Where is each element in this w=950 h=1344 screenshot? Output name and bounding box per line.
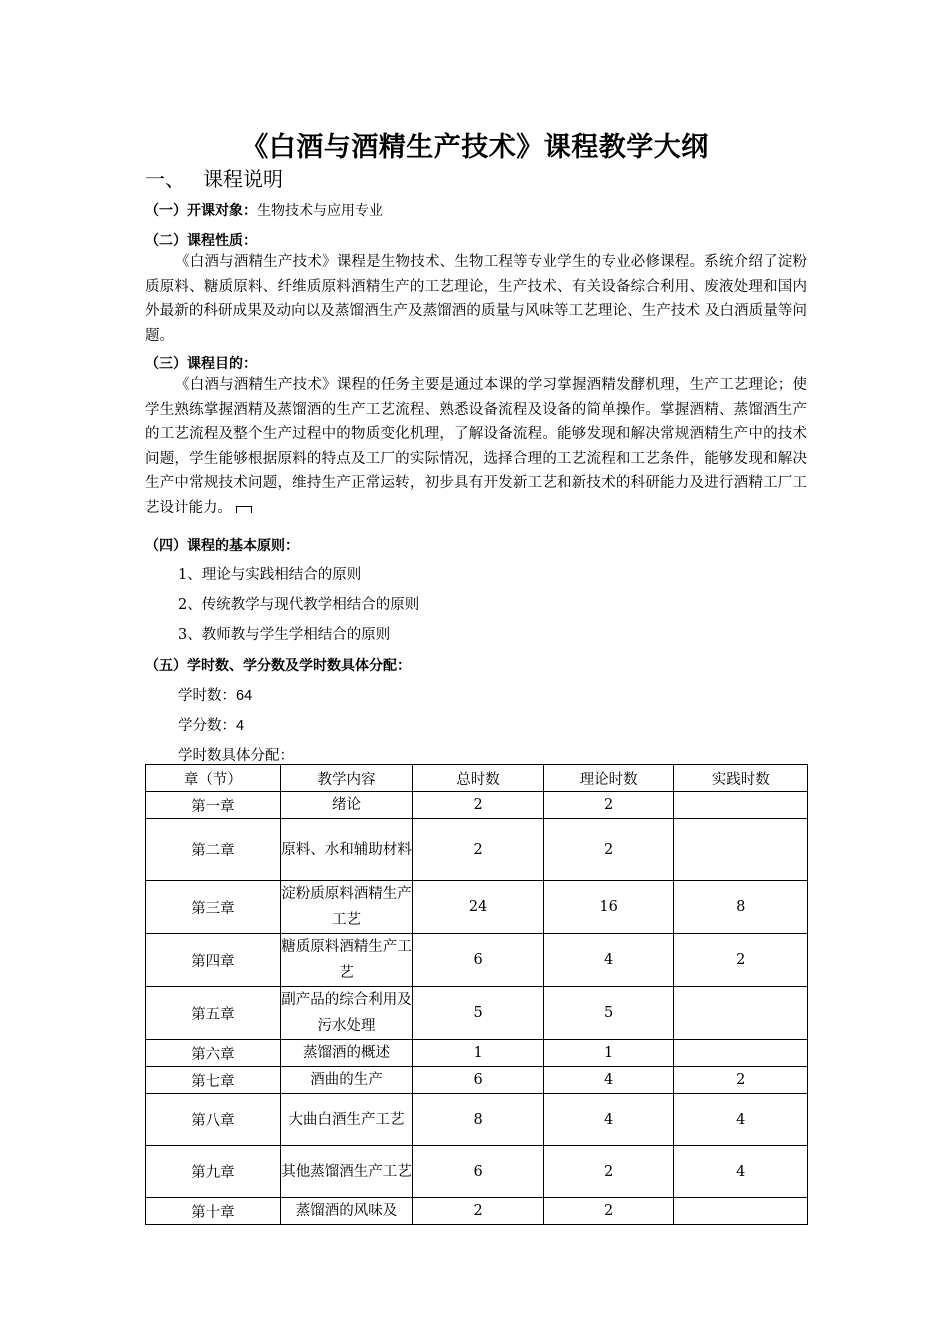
nature-paragraph: 《白酒与酒精生产技术》课程是生物技术、生物工程等专业学生的专业必修课程。系统介绍了淀粉质原料、糖质原料、纤维质原料酒精生产的工艺理论，生产技术、有关设备综合利用、废液处理和国内外最新的科研成果及动向以及蒸馏酒生产及蒸馏酒的质量与风味等工艺理论、生产技术 及白酒质量等问题。 [145, 254, 807, 344]
practice-cell [674, 1040, 808, 1067]
header-chapter: 章（节） [146, 765, 281, 792]
table-row [146, 1040, 808, 1067]
total-cell: 2 [413, 819, 544, 881]
theory-cell: 2 [543, 819, 674, 881]
chapter-cell: 第三章 [146, 881, 281, 934]
table-row [146, 1146, 808, 1198]
theory-cell: 4 [543, 1067, 674, 1094]
credits-label: 学分数： [178, 718, 236, 734]
table-row [146, 819, 808, 881]
goal-text: 《白酒与酒精生产技术》课程的任务主要是通过本课的学习掌握酒精发酵机理，生产工艺理论；使学生熟练掌握酒精及蒸馏酒的生产工艺流程、熟悉设备流程及设备的简单操作。掌握酒精、蒸馏酒生产的工艺流程及整个生产过程中的物质变化机理，了解设备流程。能够发现和解决常规酒精生产中的技术问题，学生能够根据原料的特点及工厂的实际情况，选择合理的工艺流程和工艺条件，能够发现和解决生产中常规技术问题，维持生产正常运转，初步具有开发新工艺和新技术的科研能力及进行酒精工厂工艺设计能力。 [145, 377, 807, 516]
theory-cell: 16 [543, 881, 674, 934]
chapter-cell: 第八章 [146, 1094, 281, 1146]
content-cell: 蒸馏酒的概述 [280, 1040, 413, 1067]
content-cell: 淀粉质原料酒精生产工艺 [280, 881, 413, 934]
subsection-target [145, 200, 383, 220]
credits-line [178, 714, 244, 735]
practice-cell: 8 [674, 881, 808, 934]
header-theory: 理论时数 [543, 765, 674, 792]
chapter-cell: 第五章 [146, 987, 281, 1040]
goal-paragraph [145, 373, 807, 520]
theory-cell: 1 [543, 1040, 674, 1067]
total-cell: 2 [413, 792, 544, 819]
theory-cell: 2 [543, 1146, 674, 1198]
practice-cell [674, 792, 808, 819]
theory-cell: 4 [543, 1094, 674, 1146]
total-cell: 6 [413, 934, 544, 987]
subsection-label: （一）开课对象： [145, 203, 257, 219]
content-cell: 糖质原料酒精生产工艺 [280, 934, 413, 987]
content-cell: 大曲白酒生产工艺 [280, 1094, 413, 1146]
hours-value: 64 [236, 688, 253, 704]
document-title: 《白酒与酒精生产技术》课程教学大纲 [241, 132, 709, 163]
table-row [146, 1067, 808, 1094]
hours-label: 学时数： [178, 688, 236, 704]
total-cell: 6 [413, 1146, 544, 1198]
chapter-cell: 第九章 [146, 1146, 281, 1198]
table-row [146, 881, 808, 934]
header-total: 总时数 [413, 765, 544, 792]
header-practice: 实践时数 [674, 765, 808, 792]
table-row [146, 792, 808, 819]
subsection-goal-label: （三）课程目的： [145, 356, 257, 372]
subsection-hours-label: （五）学时数、学分数及学时数具体分配： [145, 658, 411, 674]
principle-item: 2、传统教学与现代教学相结合的原则 [178, 597, 420, 613]
chapter-cell: 第七章 [146, 1067, 281, 1094]
theory-cell: 2 [543, 1198, 674, 1225]
table-header-row [146, 765, 808, 792]
principle-item: 1、理论与实践相结合的原则 [178, 567, 362, 583]
chapter-cell: 第一章 [146, 792, 281, 819]
table-row [146, 987, 808, 1040]
chapter-cell: 第四章 [146, 934, 281, 987]
content-cell: 酒曲的生产 [280, 1067, 413, 1094]
practice-cell: 2 [674, 1067, 808, 1094]
total-cell: 8 [413, 1094, 544, 1146]
total-cell: 6 [413, 1067, 544, 1094]
total-cell: 24 [413, 881, 544, 934]
total-cell: 2 [413, 1198, 544, 1225]
section-label: 课程说明 [203, 167, 283, 191]
total-cell: 1 [413, 1040, 544, 1067]
table-row [146, 1094, 808, 1146]
content-cell: 其他蒸馏酒生产工艺 [280, 1146, 413, 1198]
theory-cell: 4 [543, 934, 674, 987]
table-row [146, 934, 808, 987]
practice-cell [674, 987, 808, 1040]
section-heading [145, 163, 283, 192]
subsection-value: 生物技术与应用专业 [257, 203, 383, 219]
total-cell: 5 [413, 987, 544, 1040]
content-cell: 副产品的综合利用及污水处理 [280, 987, 413, 1040]
theory-cell: 5 [543, 987, 674, 1040]
hours-table [145, 764, 808, 1225]
subsection-principles-label: （四）课程的基本原则： [145, 538, 299, 554]
chapter-cell: 第二章 [146, 819, 281, 881]
practice-cell: 2 [674, 934, 808, 987]
distribution-label: 学时数具体分配： [178, 748, 294, 764]
practice-cell [674, 1198, 808, 1225]
credits-value: 4 [236, 718, 245, 734]
hours-line [178, 684, 252, 705]
content-cell: 蒸馏酒的风味及 [280, 1198, 413, 1225]
paragraph-mark-icon [236, 506, 252, 513]
table-row [146, 1198, 808, 1225]
chapter-cell: 第六章 [146, 1040, 281, 1067]
header-content: 教学内容 [280, 765, 413, 792]
theory-cell: 2 [543, 792, 674, 819]
practice-cell: 4 [674, 1146, 808, 1198]
subsection-nature-label: （二）课程性质： [145, 233, 257, 249]
chapter-cell: 第十章 [146, 1198, 281, 1225]
practice-cell [674, 819, 808, 881]
section-number: 一、 [145, 167, 185, 191]
principle-item: 3、教师教与学生学相结合的原则 [178, 627, 391, 643]
content-cell: 绪论 [280, 792, 413, 819]
content-cell: 原料、水和辅助材料 [280, 819, 413, 881]
practice-cell: 4 [674, 1094, 808, 1146]
